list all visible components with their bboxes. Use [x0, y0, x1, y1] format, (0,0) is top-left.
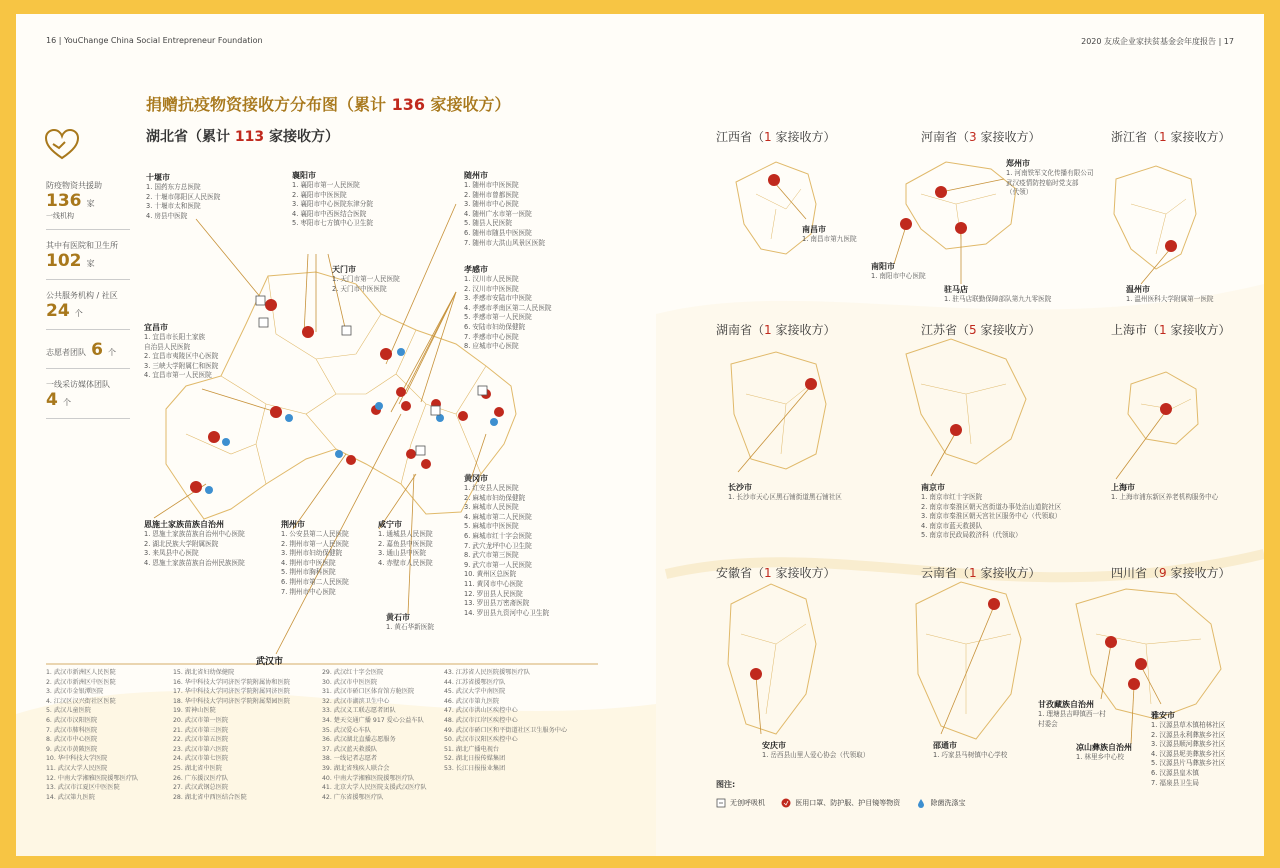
map-anhui — [728, 584, 816, 734]
legend-supplies: 医用口罩、防护服、护目镜等物资 — [781, 798, 900, 808]
city-huangshi: 黄石市 1. 黄石华新医院 — [386, 613, 434, 631]
city-ganzi: 甘孜藏族自治州 1. 理塘县吉呷镇西一村 村委会 — [1038, 700, 1106, 728]
disinfectant-drop-icon — [916, 798, 926, 808]
wuhan-col-3: 29. 武汉红十字会医院 30. 武汉市中医医院 31. 武汉市硚口区体育馆方舱医院 32. 武汉市湖滨卫生中心 33. 武汉义工联志愿者团队 34. 楚天交通广播 917 爱心公益车队 35. 武汉爱心车队 36. 武汉湖北直播志愿服务 37. 武汉蓝天救援队 38. 一线记者志愿者 39. 湖北省残疾人联合会 40. 中南大学湘雅医院援鄂医疗队 41. 北京大学人民医院支援武汉医疗队 42. 广东省援鄂医疗队 — [322, 669, 427, 801]
wuhan-col-1: 1. 武汉市新洲区人民医院 2. 武汉市新洲区中医医院 3. 武汉市金银潭医院 4. 江汉区汉兴街社区医院 5. 武汉儿童医院 6. 武汉市汉阳医院 7. 武汉市肺科医院 8. 武汉市中心医院 9. 武汉市黄陂医院 10. 华中科技大学医院 11. 武汉大学人民医院 12. 中南大学湘雅医院援鄂医疗队 13. 武汉市江夏区中医医院 14. 武汉第九医院 — [46, 669, 139, 801]
prov-zhejiang: 浙江省（1 家接收方） — [1111, 130, 1231, 144]
map-hunan — [731, 352, 826, 469]
prov-sichuan: 四川省（9 家接收方） — [1111, 566, 1231, 580]
city-nanjing: 南京市 1. 南京市红十字医院 2. 南京市秦淮区朝天宫街道办事处治山道院社区 3. 南京市秦淮区朝天宫社区服务中心（代领取） 4. 南京市蓝天救援队 5. 南京市民政局救济科（代领取） — [921, 483, 1062, 540]
stat-hospitals: 其中有医院和卫生所 102 家 — [46, 240, 130, 280]
prov-henan: 河南省（3 家接收方） — [921, 130, 1041, 144]
wuhan-col-4: 43. 江苏省人民医院援鄂医疗队 44. 江苏省援鄂医疗队 45. 武汉大学中南医院 46. 武汉市第九医院 47. 武汉市洪山区疾控中心 48. 武汉市江岸区疾控中心 49. 武汉市硚口区和平街道社区卫生服务中心 50. 武汉市汉阳区疾控中心 51. 湖北广播电视台 52. 湖北日报传媒集团 53. 长江日报报业集团 — [444, 669, 568, 772]
report-spread — [16, 14, 1264, 856]
prov-hunan: 湖南省（1 家接收方） — [716, 323, 836, 337]
city-shiyan: 十堰市 1. 国药东方总医院 2. 十堰市郧阳区人民医院 3. 十堰市太和医院 4. 房县中医院 — [146, 173, 221, 220]
city-tianmen: 天门市 1. 天门市第一人民医院 2. 天门市中医医院 — [332, 265, 400, 293]
prov-jiangsu: 江苏省（5 家接收方） — [921, 323, 1041, 337]
city-anqing: 安庆市 1. 岳西县山里人爱心协会（代领取） — [762, 741, 870, 759]
prov-anhui: 安徽省（1 家接收方） — [716, 566, 836, 580]
page-title: 捐赠抗疫物资接收方分布图（累计 136 家接收方） — [146, 95, 511, 114]
province-maps — [16, 14, 1264, 856]
city-wenzhou: 温州市 1. 温州医科大学附属第一医院 — [1126, 285, 1214, 303]
hubei-title: 湖北省（累计 113 家接收方） — [146, 129, 339, 145]
stat-public: 公共服务机构 / 社区 24 个 — [46, 290, 130, 330]
city-shanghai: 上海市 1. 上海市浦东新区养老机构服务中心 — [1111, 483, 1219, 501]
city-enshi: 恩施土家族苗族自治州 1. 恩施土家族苗族自治州中心医院 2. 湖北民族大学附属医院 3. 来凤县中心医院 4. 恩施土家族苗族自治州民族医院 — [144, 520, 245, 567]
city-xiangyang: 襄阳市 1. 襄阳市第一人民医院 2. 襄阳市中医医院 3. 襄阳市中心医院东津分院 4. 襄阳市中西医结合医院 5. 枣阳市七方镇中心卫生院 — [292, 171, 373, 228]
city-liangshan: 凉山彝族自治州 1. 林里乡中心校 — [1076, 743, 1132, 761]
city-changsha: 长沙市 1. 长沙市天心区黑石铺街道黑石铺社区 — [728, 483, 842, 501]
map-zhejiang — [1114, 166, 1196, 269]
medical-supplies-icon — [781, 798, 791, 808]
header-right: 2020 友成企业家扶贫基金会年度报告 | 17 — [1081, 37, 1234, 46]
stat-volunteers: 志愿者团队 6 个 — [46, 340, 130, 369]
legend-ventilator: 无创呼吸机 — [716, 798, 765, 808]
city-zhumadian: 驻马店 1. 驻马店联勤保障部队第九九零医院 — [944, 285, 1052, 303]
city-xianning: 咸宁市 1. 通城县人民医院 2. 嘉鱼县中医医院 3. 通山县中医院 4. 赤壁市人民医院 — [378, 520, 433, 567]
prov-yunnan: 云南省（1 家接收方） — [921, 566, 1041, 580]
wuhan-col-2: 15. 湖北省妇幼保健院 16. 华中科技大学同济医学院附属协和医院 17. 华中科技大学同济医学院附属同济医院 18. 华中科技大学同济医学院附属梨园医院 19. 雷神山医院 20. 武汉市第一医院 21. 武汉市第三医院 22. 武汉市第五医院 23. 武汉市第六医院 24. 武汉市第七医院 25. 湖北省中医院 26. 广东援汉医疗队 27. 武汉武钢总医院 28. 湖北省中西医结合医院 — [173, 669, 290, 801]
city-nanchang: 南昌市 1. 南昌市第九医院 — [802, 225, 857, 243]
city-xiaogan: 孝感市 1. 汉川市人民医院 2. 汉川市中医医院 3. 孝感市安陆市中医院 4. 孝感市孝南区第二人民医院 5. 孝感市第一人民医院 6. 安陆市妇幼保健院 7. 孝感市中心医院 8. 应城市中心医院 — [464, 265, 552, 351]
ventilator-icon — [716, 798, 726, 808]
wuhan-label: 武汉市 — [256, 657, 284, 667]
city-shaotong: 邵通市 1. 巧家县马树镇中心学校 — [933, 741, 1008, 759]
city-yaan: 雅安市 1. 汉源县草木镇柏林社区 2. 汉源县永利彝族乡社区 3. 汉源县顺河彝族乡社区 4. 汉源县坭美彝族乡社区 5. 汉源县片马彝族乡社区 6. 汉源县皇木镇 7. 福泉县卫生局 — [1151, 711, 1226, 787]
stat-media: 一线采访媒体团队 4 个 — [46, 379, 130, 419]
legend: 图注: 无创呼吸机 医用口罩、防护服、护目镜等物资 除菌洗涤宝 — [716, 780, 966, 807]
city-huanggang: 黄冈市 1. 红安县人民医院 2. 麻城市妇幼保健院 3. 麻城市人民医院 4. 麻城市第二人民医院 5. 麻城市中医医院 6. 麻城市红十字会医院 7. 武穴龙坪中心卫生院 8. 武穴市第三医院 9. 武穴市第一人民医院 10. 黄州区总医院 11. 黄冈市中心医院 12. 罗田县人民医院 13. 罗田县万密斋医院 14. 罗田县九资河中心卫生院 — [464, 474, 550, 617]
header-left: 16 | YouChange China Social Entrepreneur Foundation — [46, 36, 263, 45]
stat-total: 防疫物资共援助 136 家 一线机构 — [46, 180, 130, 230]
city-zhengzhou: 郑州市 1. 河南铁军文化传播有限公司 武汉疫情防控临时党支部 （代领） — [1006, 159, 1094, 197]
city-jingzhou: 荆州市 1. 公安县第二人民医院 2. 荆州市第一人民医院 3. 荆州市妇幼保健院 4. 荆州市中医医院 5. 荆州市胸科医院 6. 荆州市第二人民医院 7. 荆州市中心医院 — [281, 520, 349, 596]
map-jiangsu — [906, 339, 1026, 464]
city-nanyang: 南阳市 1. 南阳市中心医院 — [871, 262, 926, 280]
prov-shanghai: 上海市（1 家接收方） — [1111, 323, 1231, 337]
city-yichang: 宜昌市 1. 宜昌市长阳土家族 自治县人民医院 2. 宜昌市夷陵区中心医院 3. 三峡大学附属仁和医院 4. 宜昌市第一人民医院 — [144, 323, 219, 380]
city-suizhou: 随州市 1. 随州市中医医院 2. 随州市曾都医院 3. 随州市中心医院 4. 随州广水市第一医院 5. 随县人民医院 6. 随州市随县中医医院 7. 随州市大洪山风景区医院 — [464, 171, 545, 247]
map-yunnan — [916, 582, 1021, 739]
prov-jiangxi: 江西省（1 家接收方） — [716, 130, 836, 144]
legend-disinfectant: 除菌洗涤宝 — [916, 798, 965, 808]
